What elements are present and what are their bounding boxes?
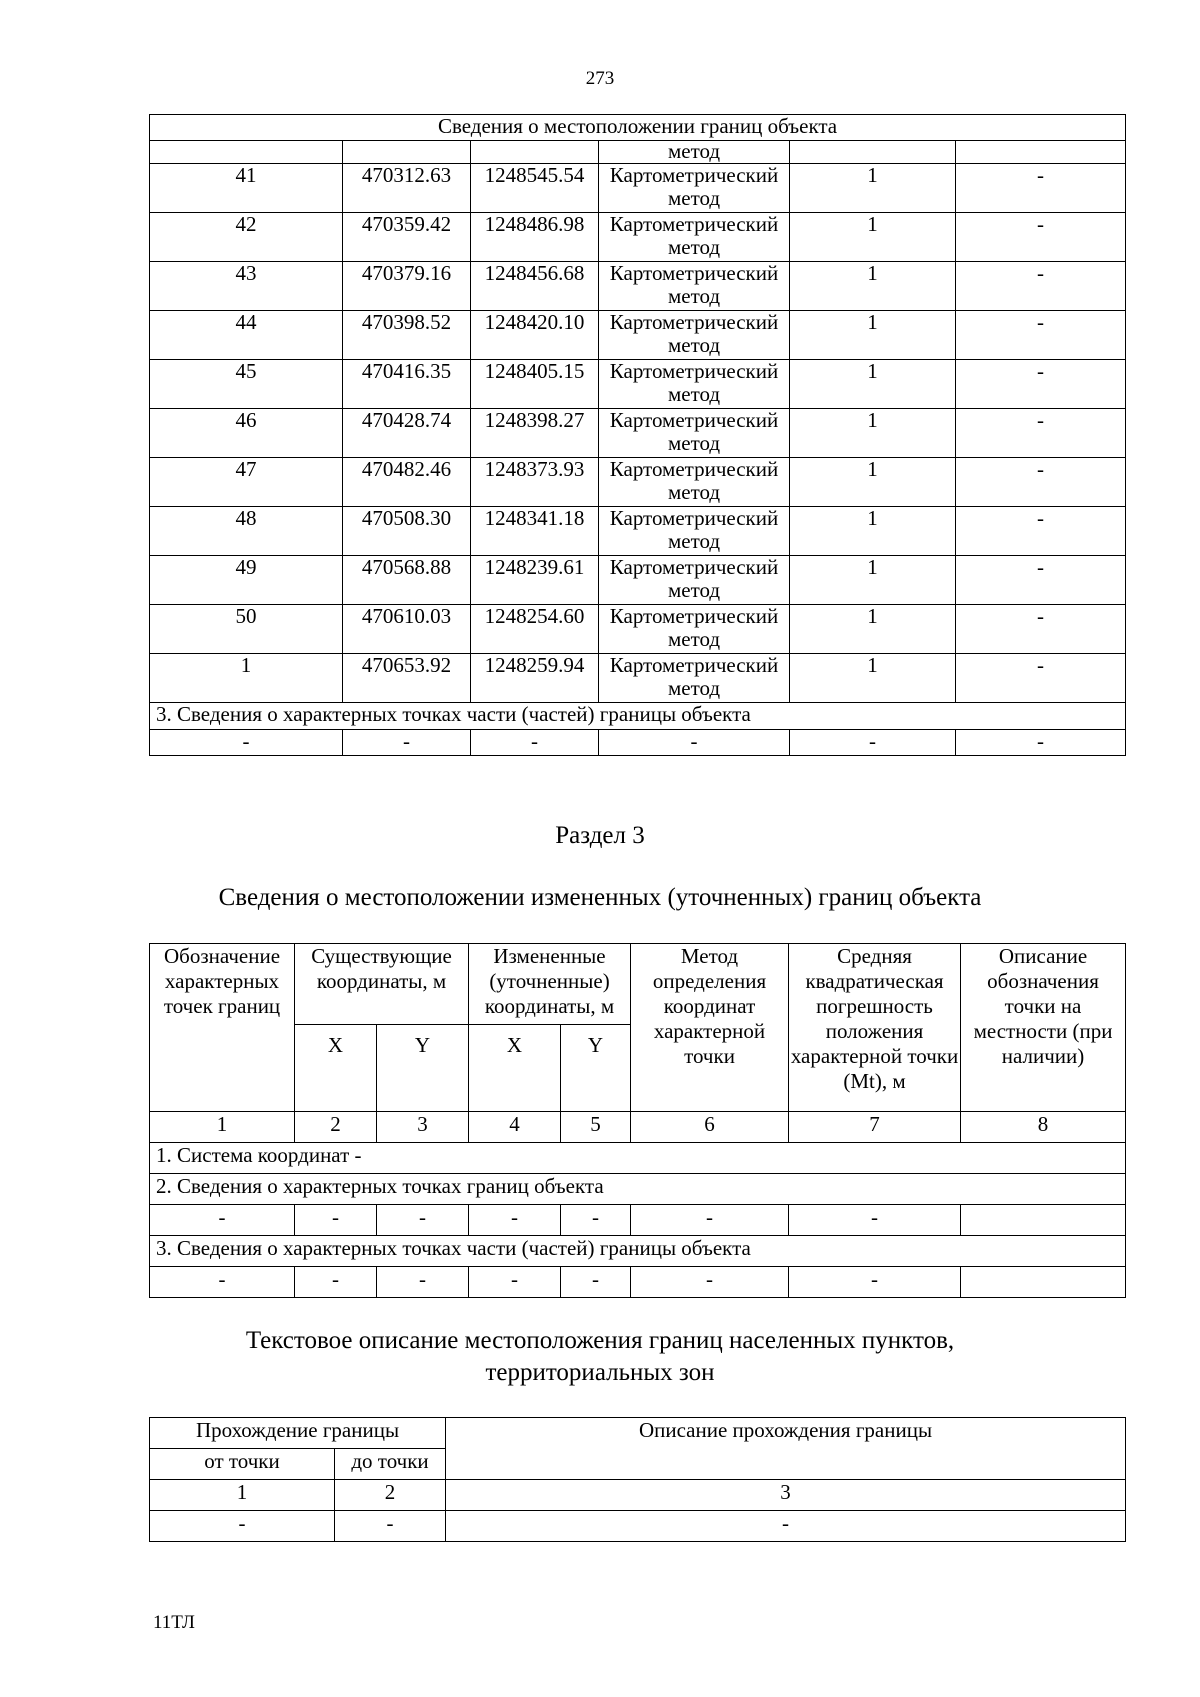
point-number: 48 xyxy=(150,507,343,556)
method-cell: Картометрический метод xyxy=(599,409,790,458)
accuracy-cell: 1 xyxy=(790,654,956,703)
changed-coords-header: Измененные (уточненные) координаты, м xyxy=(469,944,631,1025)
column-number: 2 xyxy=(335,1480,446,1511)
section-subtitle: Сведения о местоположении измененных (уточненных) границ объекта xyxy=(218,884,982,911)
point-number: 42 xyxy=(150,213,343,262)
dash-cell: - xyxy=(561,1267,631,1298)
description-cell: - xyxy=(956,213,1126,262)
accuracy-header: Средняя квадратическая погрешность положения характерной точки (Mt), м xyxy=(789,944,961,1112)
empty-cell xyxy=(961,1205,1126,1236)
text-description-title: Текстовое описание местоположения границ населенных пунктов, xyxy=(245,1327,955,1354)
x-coordinate: 470653.92 xyxy=(343,654,471,703)
existing-coords-header: Существующие координаты, м xyxy=(295,944,469,1025)
table-row xyxy=(150,409,1126,458)
point-number: 45 xyxy=(150,360,343,409)
point-number: 46 xyxy=(150,409,343,458)
dash-cell: - xyxy=(599,730,790,756)
table-row xyxy=(150,360,1126,409)
accuracy-cell: 1 xyxy=(790,458,956,507)
y-coordinate: 1248456.68 xyxy=(471,262,599,311)
description-cell: - xyxy=(956,311,1126,360)
dash-cell: - xyxy=(150,1205,295,1236)
from-point-header: от точки xyxy=(150,1449,335,1480)
column-number: 5 xyxy=(561,1112,631,1143)
method-cell: метод xyxy=(599,141,790,164)
accuracy-cell: 1 xyxy=(790,164,956,213)
dash-cell: - xyxy=(469,1205,561,1236)
page-number: 273 xyxy=(585,68,615,89)
description-cell: - xyxy=(956,507,1126,556)
method-cell: Картометрический метод xyxy=(599,458,790,507)
footer-code: 11ТЛ xyxy=(153,1612,195,1633)
accuracy-cell: 1 xyxy=(790,409,956,458)
point-number: 1 xyxy=(150,654,343,703)
designation-header: Обозначение характерных точек границ xyxy=(150,944,295,1112)
method-cell: Картометрический метод xyxy=(599,654,790,703)
table-row xyxy=(150,458,1126,507)
table-row xyxy=(150,311,1126,360)
subsection-title: 3. Сведения о характерных точках части (частей) границы объекта xyxy=(150,1236,1126,1267)
column-number: 2 xyxy=(295,1112,377,1143)
column-number: 3 xyxy=(377,1112,469,1143)
dash-cell: - xyxy=(471,730,599,756)
text-description-title: территориальных зон xyxy=(485,1359,715,1386)
y-header: Y xyxy=(377,1025,469,1112)
column-number: 4 xyxy=(469,1112,561,1143)
dash-cell: - xyxy=(631,1267,789,1298)
table-row xyxy=(150,605,1126,654)
method-cell: Картометрический метод xyxy=(599,605,790,654)
dash-cell: - xyxy=(956,730,1126,756)
y-coordinate: 1248398.27 xyxy=(471,409,599,458)
subsection-title: 3. Сведения о характерных точках части (частей) границы объекта xyxy=(150,703,1126,730)
description-cell: - xyxy=(956,654,1126,703)
table-row xyxy=(150,654,1126,703)
point-number: 44 xyxy=(150,311,343,360)
table-row xyxy=(150,164,1126,213)
accuracy-cell: 1 xyxy=(790,311,956,360)
dash-cell: - xyxy=(295,1267,377,1298)
passage-description-header: Описание прохождения границы xyxy=(446,1418,1126,1480)
column-number: 1 xyxy=(150,1480,335,1511)
method-header: Метод определения координат характерной точки xyxy=(631,944,789,1112)
x-coordinate: 470508.30 xyxy=(343,507,471,556)
description-cell: - xyxy=(956,164,1126,213)
dash-cell: - xyxy=(335,1511,446,1542)
x-coordinate: 470610.03 xyxy=(343,605,471,654)
accuracy-cell: 1 xyxy=(790,262,956,311)
method-cell: Картометрический метод xyxy=(599,213,790,262)
description-header: Описание обозначения точки на местности (при наличии) xyxy=(961,944,1126,1112)
passage-header: Прохождение границы xyxy=(150,1418,446,1449)
point-number: 47 xyxy=(150,458,343,507)
x-coordinate: 470568.88 xyxy=(343,556,471,605)
dash-cell: - xyxy=(789,1205,961,1236)
method-cell: Картометрический метод xyxy=(599,311,790,360)
x-coordinate: 470482.46 xyxy=(343,458,471,507)
method-cell: Картометрический метод xyxy=(599,262,790,311)
empty-cell xyxy=(961,1267,1126,1298)
y-coordinate: 1248373.93 xyxy=(471,458,599,507)
description-cell: - xyxy=(956,409,1126,458)
column-number: 6 xyxy=(631,1112,789,1143)
y-coordinate: 1248405.15 xyxy=(471,360,599,409)
dash-cell: - xyxy=(150,730,343,756)
description-cell: - xyxy=(956,605,1126,654)
column-number: 8 xyxy=(961,1112,1126,1143)
dash-cell: - xyxy=(343,730,471,756)
y-coordinate: 1248239.61 xyxy=(471,556,599,605)
y-coordinate: 1248259.94 xyxy=(471,654,599,703)
x-coordinate: 470416.35 xyxy=(343,360,471,409)
accuracy-cell: 1 xyxy=(790,360,956,409)
dash-cell: - xyxy=(377,1205,469,1236)
accuracy-cell: 1 xyxy=(790,556,956,605)
table-row xyxy=(150,507,1126,556)
x-coordinate: 470312.63 xyxy=(343,164,471,213)
point-number: 41 xyxy=(150,164,343,213)
changed-boundaries-table xyxy=(149,943,1126,1298)
column-number: 7 xyxy=(789,1112,961,1143)
dash-cell: - xyxy=(790,730,956,756)
description-cell: - xyxy=(956,556,1126,605)
description-cell: - xyxy=(956,360,1126,409)
y-coordinate: 1248254.60 xyxy=(471,605,599,654)
dash-cell: - xyxy=(295,1205,377,1236)
y-coordinate: 1248545.54 xyxy=(471,164,599,213)
y-coordinate: 1248420.10 xyxy=(471,311,599,360)
to-point-header: до точки xyxy=(335,1449,446,1480)
dash-cell: - xyxy=(469,1267,561,1298)
y-header: Y xyxy=(561,1025,631,1112)
table-row xyxy=(150,556,1126,605)
point-number: 49 xyxy=(150,556,343,605)
accuracy-cell: 1 xyxy=(790,213,956,262)
dash-cell: - xyxy=(789,1267,961,1298)
x-coordinate: 470379.16 xyxy=(343,262,471,311)
x-coordinate: 470428.74 xyxy=(343,409,471,458)
accuracy-cell: 1 xyxy=(790,605,956,654)
method-cell: Картометрический метод xyxy=(599,507,790,556)
boundary-passage-table xyxy=(149,1417,1126,1542)
x-header: X xyxy=(295,1025,377,1112)
point-number: 43 xyxy=(150,262,343,311)
dash-cell: - xyxy=(561,1205,631,1236)
dash-cell: - xyxy=(150,1267,295,1298)
method-cell: Картометрический метод xyxy=(599,360,790,409)
dash-cell: - xyxy=(150,1511,335,1542)
method-cell: Картометрический метод xyxy=(599,556,790,605)
dash-cell: - xyxy=(446,1511,1126,1542)
table-row xyxy=(150,213,1126,262)
column-number: 3 xyxy=(446,1480,1126,1511)
dash-cell: - xyxy=(377,1267,469,1298)
subsection-title: 2. Сведения о характерных точках границ объекта xyxy=(150,1174,1126,1205)
x-header: X xyxy=(469,1025,561,1112)
method-cell: Картометрический метод xyxy=(599,164,790,213)
x-coordinate: 470359.42 xyxy=(343,213,471,262)
x-coordinate: 470398.52 xyxy=(343,311,471,360)
point-number: 50 xyxy=(150,605,343,654)
accuracy-cell: 1 xyxy=(790,507,956,556)
section-title: Раздел 3 xyxy=(555,822,645,849)
y-coordinate: 1248486.98 xyxy=(471,213,599,262)
description-cell: - xyxy=(956,262,1126,311)
table-title: Сведения о местоположении границ объекта xyxy=(150,115,1126,141)
boundary-coordinates-table xyxy=(149,114,1126,756)
y-coordinate: 1248341.18 xyxy=(471,507,599,556)
column-number: 1 xyxy=(150,1112,295,1143)
description-cell: - xyxy=(956,458,1126,507)
table-row xyxy=(150,262,1126,311)
coord-system-row: 1. Система координат - xyxy=(150,1143,1126,1174)
dash-cell: - xyxy=(631,1205,789,1236)
